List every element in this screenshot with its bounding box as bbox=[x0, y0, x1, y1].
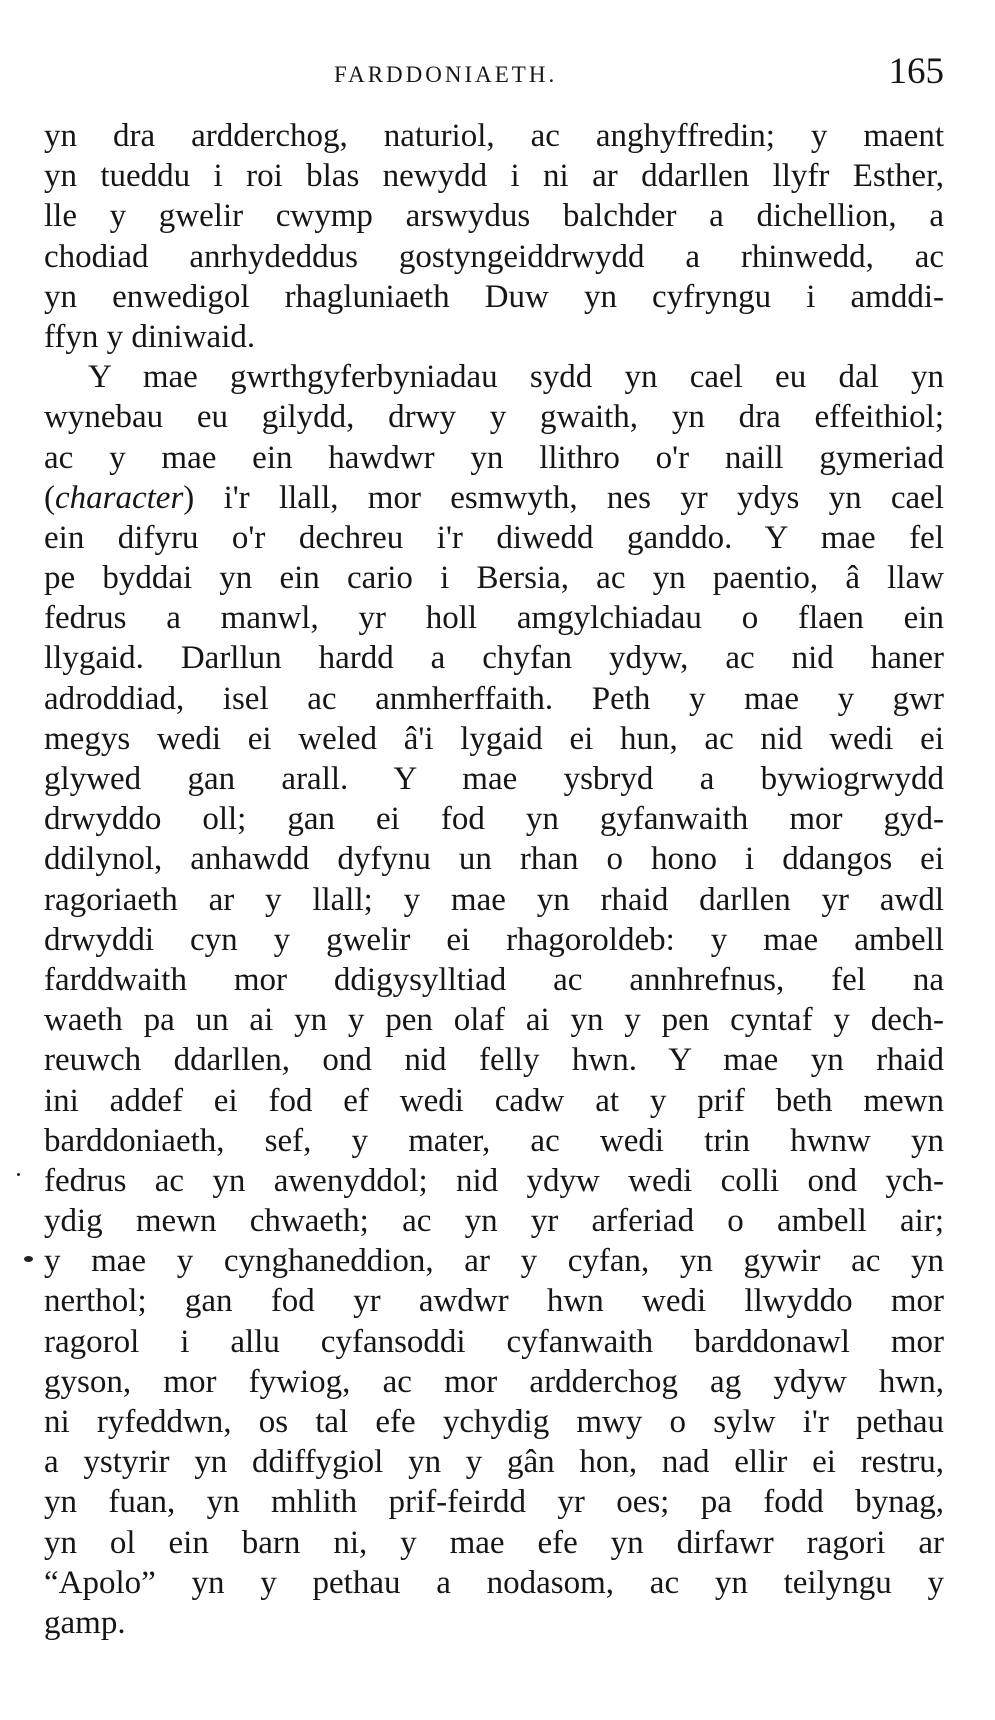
text-fragment: ( bbox=[44, 479, 55, 516]
text-line: ffyn y diniwaid. bbox=[44, 318, 256, 355]
text-line: llygaid. Darllun hardd a chyfan ydyw, ac nid haner bbox=[44, 640, 944, 677]
ink-speck-mark bbox=[17, 1173, 20, 1176]
running-head-title: FARDDONIAETH. bbox=[334, 62, 558, 87]
text-line: nerthol; gan fod yr awdwr hwn wedi llwyddo mor bbox=[44, 1283, 944, 1320]
text-line: farddwaith mor ddigysylltiad ac annhrefnus, fel na bbox=[44, 961, 944, 998]
text-line: chodiad anrhydeddus gostyngeiddrwydd a rhinwedd, ac bbox=[44, 238, 944, 275]
text-line: barddoniaeth, sef, y mater, ac wedi trin hwnw yn bbox=[44, 1122, 944, 1159]
paragraph-start-line: Y mae gwrthgyferbyniadau sydd yn cael eu dal yn bbox=[88, 359, 944, 396]
text-line: yn dra ardderchog, naturiol, ac anghyffredin; y maent bbox=[44, 118, 944, 154]
text-line: wynebau eu gilydd, drwy y gwaith, yn dra effeithiol; bbox=[44, 399, 944, 436]
text-line: yn fuan, yn mhlith prif-feirdd yr oes; pa fodd bynag, bbox=[44, 1484, 944, 1521]
page-number: 165 bbox=[888, 51, 944, 92]
text-line: reuwch ddarllen, ond nid felly hwn. Y mae yn rhaid bbox=[44, 1042, 944, 1079]
text-line: ddilynol, anhawdd dyfynu un rhan o hono i ddangos ei bbox=[44, 841, 944, 878]
text-line: y mae y cynghaneddion, ar y cyfan, yn gywir ac yn bbox=[44, 1243, 944, 1280]
text-line: ragoriaeth ar y llall; y mae yn rhaid darllen yr awdl bbox=[44, 881, 944, 918]
text-line: a ystyrir yn ddiffygiol yn y gân hon, nad ellir ei restru, bbox=[44, 1444, 944, 1481]
running-head bbox=[44, 50, 944, 100]
text-line: drwyddo oll; gan ei fod yn gyfanwaith mor gyd- bbox=[44, 801, 944, 838]
text-line: yn tueddu i roi blas newydd i ni ar ddarllen llyfr Esther, bbox=[44, 158, 944, 195]
text-line: megys wedi ei weled â'i lygaid ei hun, ac nid wedi ei bbox=[44, 720, 944, 757]
text-line: fedrus ac yn awenyddol; nid ydyw wedi colli ond ych- bbox=[44, 1162, 944, 1199]
text-line: yn enwedigol rhagluniaeth Duw yn cyfryngu i amddi- bbox=[44, 278, 944, 315]
text-line: adroddiad, isel ac anmherffaith. Peth y mae y gwr bbox=[44, 680, 944, 717]
body-text bbox=[44, 116, 944, 1643]
ink-speck-mark bbox=[24, 1256, 33, 1262]
text-line: ni ryfeddwn, os tal efe ychydig mwy o sylw i'r pethau bbox=[44, 1404, 944, 1440]
text-line: gamp. bbox=[44, 1604, 126, 1641]
text-line: ac y mae ein hawdwr yn llithro o'r naill gymeriad bbox=[44, 439, 944, 476]
text-line bbox=[44, 478, 944, 518]
text-line: waeth pa un ai yn y pen olaf ai yn y pen cyntaf y dech- bbox=[44, 1002, 944, 1039]
text-line: fedrus a manwl, yr holl amgylchiadau o flaen ein bbox=[44, 600, 944, 637]
text-line: “Apolo” yn y pethau a nodasom, ac yn teilyngu y bbox=[44, 1564, 944, 1601]
text-line: ein difyru o'r dechreu i'r diwedd ganddo. Y mae fel bbox=[44, 519, 944, 556]
text-line: ydig mewn chwaeth; ac yn yr arferiad o ambell air; bbox=[44, 1203, 944, 1240]
text-line: lle y gwelir cwymp arswydus balchder a dichellion, a bbox=[44, 198, 944, 235]
text-line: gyson, mor fywiog, ac mor ardderchog ag ydyw hwn, bbox=[44, 1363, 944, 1400]
text-line: drwyddi cyn y gwelir ei rhagoroldeb: y mae ambell bbox=[44, 921, 944, 958]
text-line: glywed gan arall. Y mae ysbryd a bywiogrwydd bbox=[44, 761, 944, 797]
text-fragment: ) i'r llall, mor esmwyth, nes yr ydys yn cael bbox=[183, 479, 944, 516]
text-line: ini addef ei fod ef wedi cadw at y prif beth mewn bbox=[44, 1082, 944, 1119]
italic-term: character bbox=[55, 479, 184, 516]
text-line: ragorol i allu cyfansoddi cyfanwaith barddonawl mor bbox=[44, 1323, 944, 1360]
text-line: yn ol ein barn ni, y mae efe yn dirfawr ragori ar bbox=[44, 1524, 944, 1561]
text-line: pe byddai yn ein cario i Bersia, ac yn paentio, â llaw bbox=[44, 560, 944, 597]
